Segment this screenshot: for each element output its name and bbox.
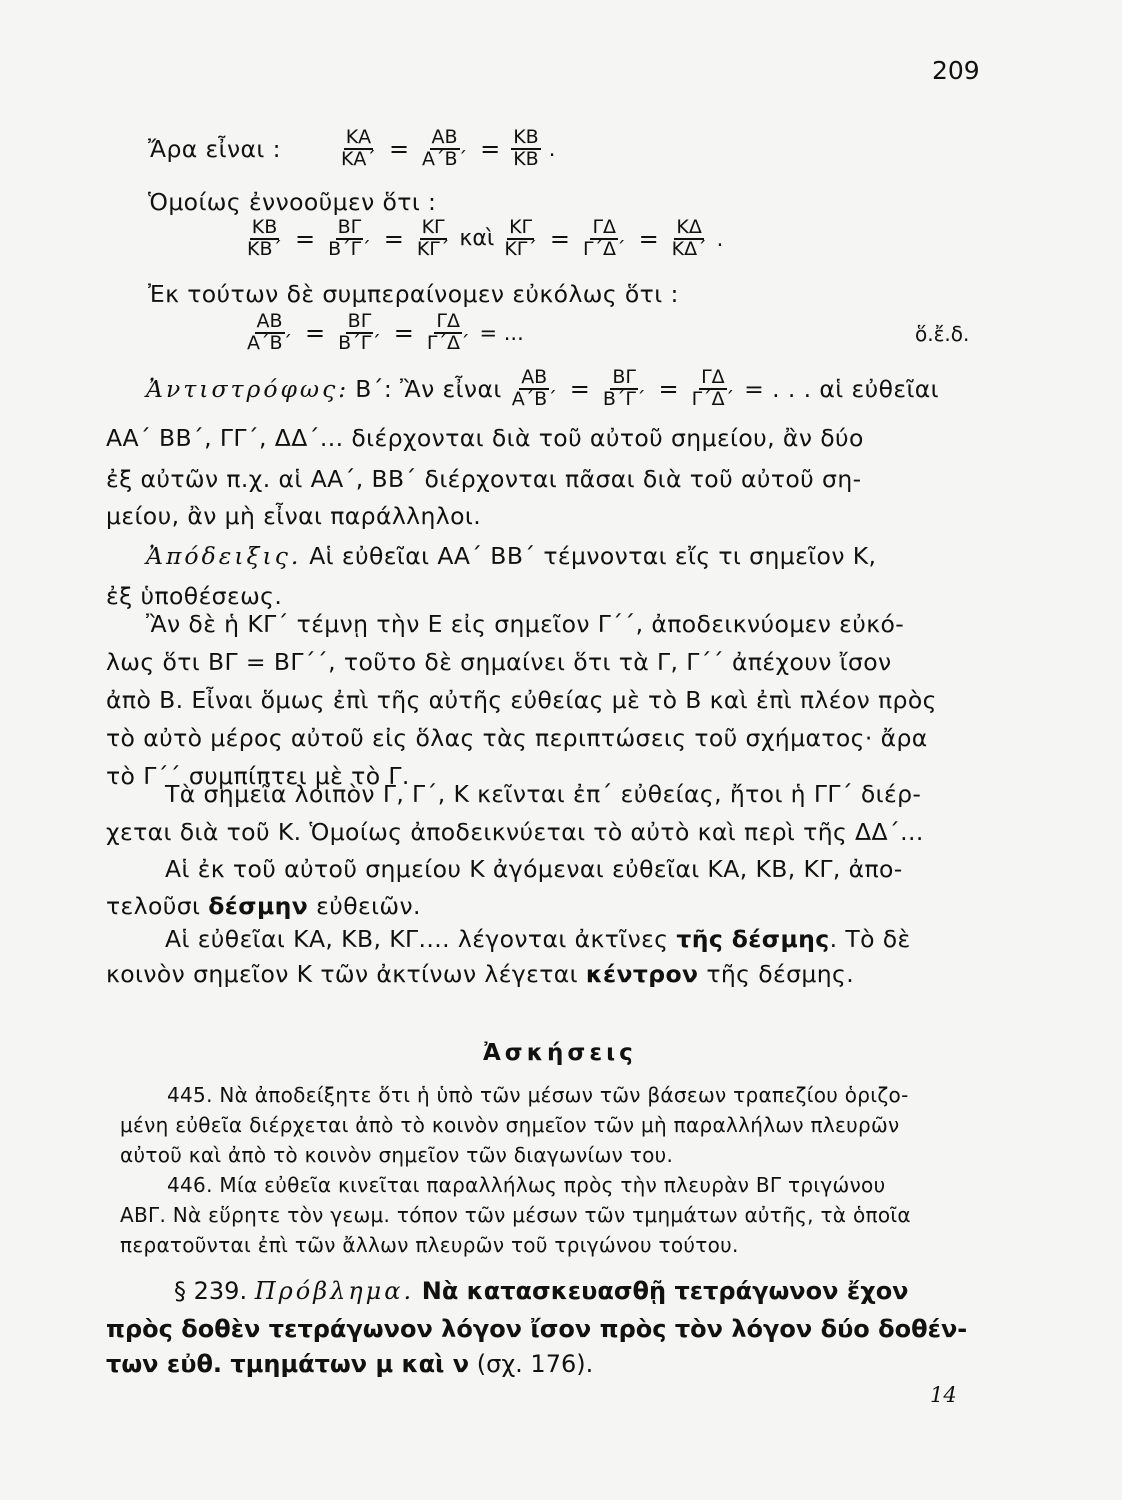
- footer-signature-number: 14: [930, 1383, 957, 1407]
- para1-line: μείου, ἂν μὴ εἶναι παράλληλοι.: [106, 502, 482, 530]
- aktines-line: Αἱ εὐθεῖαι ΚΑ, ΚΒ, ΚΓ.... λέγονται ἀκτῖνες τῆς δέσμης. Τὸ δὲ: [165, 925, 911, 953]
- exercise-line: ΑΒΓ. Νὰ εὕρητε τὸν γεωμ. τόπον τῶν μέσων τῶν τμημάτων αὐτῆς, τὰ ὁποῖα: [120, 1203, 911, 1227]
- para2-line: ἐξ ὑποθέσεως.: [106, 582, 283, 610]
- fraction: $\frac{KB}{KB}$: [513, 126, 539, 170]
- para1-line: ἐξ αὐτῶν π.χ. αἱ ΑΑ΄, ΒΒ΄ διέρχονται πᾶσαι διὰ τοῦ αὐτοῦ ση-: [106, 465, 862, 493]
- oed-mark: ὅ.ἔ.δ.: [915, 322, 970, 346]
- para2-line: Τὰ σημεῖα λοιπὸν Γ, Γ΄, Κ κεῖνται ἐπ΄ εὐθείας, ἤτοι ἡ ΓΓ΄ διέρ-: [165, 780, 922, 808]
- desmi-line: τελοῦσι δέσμην εὐθειῶν.: [106, 892, 421, 920]
- problem-line-2: πρὸς δοθὲν τετράγωνον λόγον ἴσον πρὸς τὸν λόγον δύο δοθέν-: [106, 1315, 968, 1343]
- exercises-heading: Ἀσκήσεις: [483, 1040, 637, 1066]
- para1-line: ΑΑ΄ ΒΒ΄, ΓΓ΄, ΔΔ΄... διέρχονται διὰ τοῦ αὐτοῦ σημείου, ἂν δύο: [106, 424, 864, 452]
- ek-line: Ἐκ τούτων δὲ συμπεραίνομεν εὐκόλως ὅτι :: [148, 280, 679, 308]
- para2-line: ἀπὸ Β. Εἶναι ὅμως ἐπὶ τῆς αὐτῆς εὐθείας μὲ τὸ Β καὶ ἐπὶ πλέον πρὸς: [106, 686, 937, 714]
- equation-2: $\frac{KB}{KB΄}$ = $\frac{B\Gamma}{B΄\Gamma΄}$ = $\frac{K\Gamma}{K\Gamma΄}$ καὶ $\frac{K\Gamma}{K\Gamma΄}$ = $\frac{\Gamma\Delta}{\Gamma΄\Delta΄}$ = $\frac{K\Delta}{K\Delta΄}$ .: [247, 216, 724, 260]
- ara-equation: Ἄρα εἶναι : $\frac{KA}{KA΄}$ = $\frac{AB}{A΄B΄}$ = $\frac{KB}{KB}$ .: [148, 126, 556, 170]
- exercise-line: περατοῦνται ἐπὶ τῶν ἄλλων πλευρῶν τοῦ τριγώνου τούτου.: [120, 1233, 739, 1257]
- equation-3: $\frac{AB}{A΄B΄}$ = $\frac{B\Gamma}{B΄\Gamma΄}$ = $\frac{\Gamma\Delta}{\Gamma΄\Delta΄}$ = ...: [247, 310, 524, 354]
- exercise-line: αὐτοῦ καὶ ἀπὸ τὸ κοινὸν σημεῖον τῶν διαγωνίων του.: [120, 1143, 674, 1167]
- omoios-line: Ὁμοίως ἐννοοῦμεν ὅτι :: [148, 188, 437, 216]
- page-number: 209: [932, 56, 980, 85]
- para2-line: Ἂν δὲ ἡ ΚΓ΄ τέμνῃ τὴν Ε εἰς σημεῖον Γ΄΄, ἀποδεικνύομεν εὐκό-: [146, 610, 905, 638]
- apodeixis-line: Ἀπόδειξις. Αἱ εὐθεῖαι ΑΑ΄ ΒΒ΄ τέμνονται εἴς τι σημεῖον Κ,: [146, 542, 877, 570]
- para2-line: Αἱ ἐκ τοῦ αὐτοῦ σημείου Κ ἀγόμεναι εὐθεῖαι ΚΑ, ΚΒ, ΚΓ, ἀπο-: [165, 855, 903, 883]
- kentro-line: κοινὸν σημεῖον Κ τῶν ἀκτίνων λέγεται κέντρον τῆς δέσμης.: [106, 960, 855, 988]
- para2-line: τὸ Γ΄΄ συμπίπτει μὲ τὸ Γ.: [106, 762, 410, 790]
- fraction: $\frac{KA}{KA΄}$: [340, 126, 376, 170]
- antistrofos-line: Ἀντιστρόφως: Β΄: Ἂν εἶναι $\frac{AB}{A΄B΄}$ = $\frac{B\Gamma}{B΄\Gamma΄}$ = $\frac{\Gamma\Delta}{\Gamma΄\Delta΄}$ = . . . αἱ εὐθεῖαι: [146, 366, 940, 410]
- problem-line-3: των εὐθ. τμημάτων μ καὶ ν (σχ. 176).: [106, 1350, 594, 1378]
- fraction: $\frac{AB}{A΄B΄}$: [422, 126, 468, 170]
- problem-line-1: § 239. Πρόβλημα. Νὰ κατασκευασθῇ τετράγωνον ἔχον: [174, 1277, 909, 1305]
- para2-line: λως ὅτι ΒΓ = ΒΓ΄΄, τοῦτο δὲ σημαίνει ὅτι τὰ Γ, Γ΄΄ ἀπέχουν ἴσον: [106, 648, 892, 676]
- exercise-line: 446. Μία εὐθεῖα κινεῖται παραλλήλως πρὸς τὴν πλευρὰν ΒΓ τριγώνου: [167, 1173, 886, 1197]
- para2-line: τὸ αὐτὸ μέρος αὐτοῦ εἰς ὅλας τὰς περιπτώσεις τοῦ σχήματος· ἄρα: [106, 724, 928, 752]
- exercise-line: μένη εὐθεῖα διέρχεται ἀπὸ τὸ κοινὸν σημεῖον τῶν μὴ παραλλήλων πλευρῶν: [120, 1113, 900, 1137]
- ara-lead: Ἄρα εἶναι :: [148, 134, 281, 163]
- para2-line: χεται διὰ τοῦ Κ. Ὁμοίως ἀποδεικνύεται τὸ αὐτὸ καὶ περὶ τῆς ΔΔ΄...: [106, 818, 924, 846]
- exercise-line: 445. Νὰ ἀποδείξητε ὅτι ἡ ὑπὸ τῶν μέσων τῶν βάσεων τραπεζίου ὁριζο-: [167, 1083, 909, 1107]
